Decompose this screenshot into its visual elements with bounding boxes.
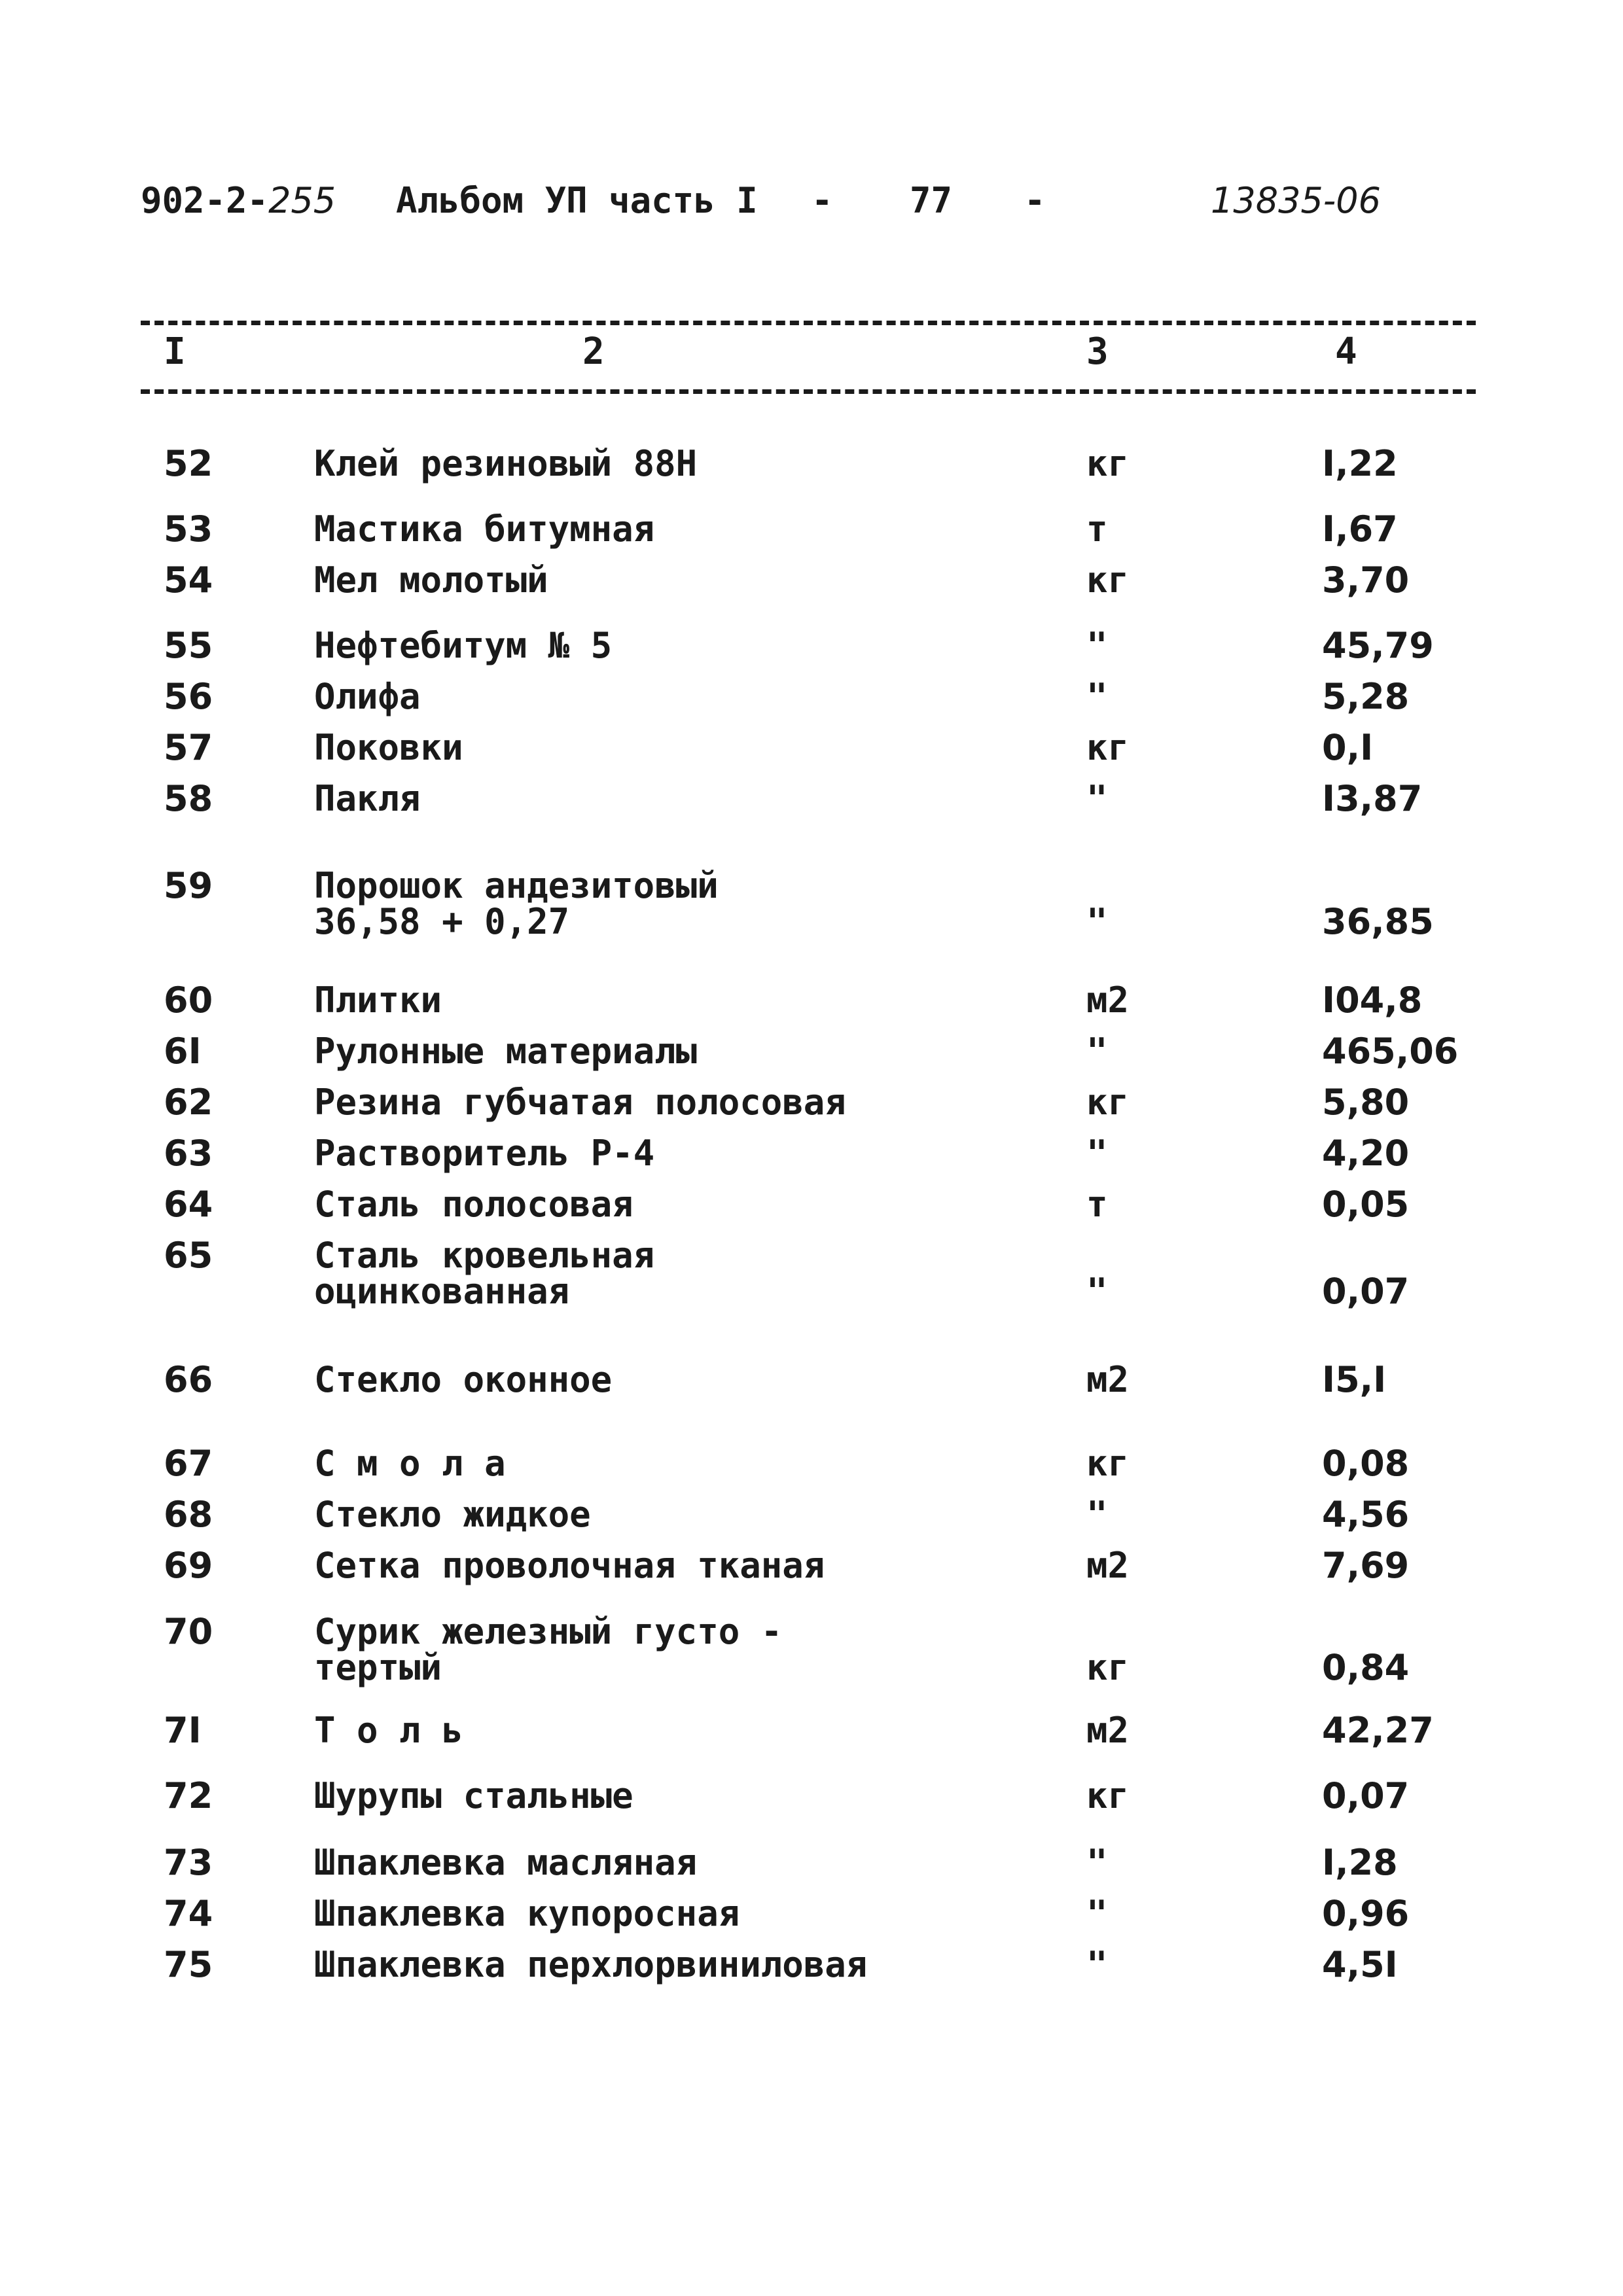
quantity: 42,27 <box>1322 1710 1434 1751</box>
quantity: 0,I <box>1322 727 1374 768</box>
quantity: 36,85 <box>1322 901 1434 942</box>
material-name: Т о л ь <box>314 1710 463 1751</box>
unit: " <box>1086 1133 1108 1174</box>
page-number: 77 <box>910 180 953 221</box>
material-name-continued: тертый <box>314 1647 442 1688</box>
quantity: I,22 <box>1322 443 1398 484</box>
unit: м2 <box>1086 1359 1130 1400</box>
row-number: 56 <box>164 676 213 717</box>
unit: кг <box>1086 443 1130 484</box>
unit: кг <box>1086 1082 1130 1123</box>
row-number: 7I <box>164 1710 202 1751</box>
material-name: Резина губчатая полосовая <box>314 1082 846 1123</box>
unit: " <box>1086 778 1108 819</box>
row-number: 67 <box>164 1443 213 1484</box>
unit: " <box>1086 1271 1108 1312</box>
unit: " <box>1086 1944 1108 1985</box>
unit: кг <box>1086 559 1130 601</box>
quantity: 0,08 <box>1322 1443 1410 1484</box>
material-name: Шпаклевка перхлорвиниловая <box>314 1944 868 1985</box>
row-number: 62 <box>164 1082 213 1123</box>
row-number: 68 <box>164 1494 213 1535</box>
row-number: 58 <box>164 778 213 819</box>
row-number: 53 <box>164 508 213 550</box>
material-name: Пакля <box>314 778 421 819</box>
unit: м2 <box>1086 980 1130 1021</box>
quantity: 465,06 <box>1322 1031 1459 1072</box>
material-name: Олифа <box>314 676 421 717</box>
material-name: С м о л а <box>314 1443 506 1484</box>
unit: " <box>1086 1893 1108 1934</box>
header-dash-right: - <box>1024 180 1046 221</box>
quantity: I,67 <box>1322 508 1398 550</box>
unit: " <box>1086 1494 1108 1535</box>
quantity: 4,20 <box>1322 1133 1410 1174</box>
quantity: 3,70 <box>1322 559 1410 601</box>
quantity: 5,28 <box>1322 676 1410 717</box>
row-number: 55 <box>164 625 213 666</box>
material-name: Сурик железный густо - <box>314 1611 783 1652</box>
unit: " <box>1086 625 1108 666</box>
unit: т <box>1086 1184 1108 1225</box>
quantity: 45,79 <box>1322 625 1434 666</box>
row-number: 60 <box>164 980 213 1021</box>
header-dash-left: - <box>812 180 833 221</box>
material-name: Порошок андезитовый <box>314 865 719 906</box>
handwritten-reference: 13835-06 <box>1211 180 1381 221</box>
column-header-3: 3 <box>1086 330 1109 373</box>
material-name: Шурупы стальные <box>314 1775 633 1816</box>
material-name: Мел молотый <box>314 559 548 601</box>
unit: т <box>1086 508 1108 550</box>
material-name: Сталь кровельная <box>314 1235 655 1276</box>
unit: " <box>1086 1031 1108 1072</box>
row-number: 66 <box>164 1359 213 1400</box>
material-name: Нефтебитум № 5 <box>314 625 613 666</box>
table-header-rule <box>141 389 1476 394</box>
row-number: 73 <box>164 1842 213 1883</box>
material-name: Мастика битумная <box>314 508 655 550</box>
quantity: 7,69 <box>1322 1545 1410 1586</box>
column-header-1: I <box>164 330 186 373</box>
row-number: 70 <box>164 1611 213 1652</box>
material-name: Плитки <box>314 980 442 1021</box>
quantity: 5,80 <box>1322 1082 1410 1123</box>
unit: кг <box>1086 1775 1130 1816</box>
doc-code: 902-2-255 <box>141 180 336 221</box>
unit: кг <box>1086 727 1130 768</box>
material-name: Шпаклевка масляная <box>314 1842 698 1883</box>
quantity: I3,87 <box>1322 778 1423 819</box>
material-name: Растворитель Р-4 <box>314 1133 655 1174</box>
quantity: I,28 <box>1322 1842 1398 1883</box>
doc-code-handwritten: 255 <box>268 180 336 221</box>
row-number: 57 <box>164 727 213 768</box>
material-name-continued: 36,58 + 0,27 <box>314 901 570 942</box>
unit: м2 <box>1086 1545 1130 1586</box>
quantity: 0,05 <box>1322 1184 1410 1225</box>
unit: " <box>1086 901 1108 942</box>
quantity: I04,8 <box>1322 980 1423 1021</box>
material-name: Шпаклевка купоросная <box>314 1893 740 1934</box>
material-name: Поковки <box>314 727 463 768</box>
row-number: 65 <box>164 1235 213 1276</box>
unit: " <box>1086 676 1108 717</box>
album-title: Альбом УП часть I <box>396 180 758 221</box>
unit: " <box>1086 1842 1108 1883</box>
material-name-continued: оцинкованная <box>314 1271 570 1312</box>
quantity: I5,I <box>1322 1359 1387 1400</box>
table-top-rule <box>141 321 1476 325</box>
row-number: 74 <box>164 1893 213 1934</box>
quantity: 4,5I <box>1322 1944 1398 1985</box>
row-number: 6I <box>164 1031 202 1072</box>
material-name: Клей резиновый 88Н <box>314 443 698 484</box>
material-name: Стекло оконное <box>314 1359 613 1400</box>
row-number: 63 <box>164 1133 213 1174</box>
row-number: 59 <box>164 865 213 906</box>
quantity: 0,96 <box>1322 1893 1410 1934</box>
row-number: 64 <box>164 1184 213 1225</box>
material-name: Рулонные материалы <box>314 1031 698 1072</box>
row-number: 52 <box>164 443 213 484</box>
unit: кг <box>1086 1443 1130 1484</box>
quantity: 4,56 <box>1322 1494 1410 1535</box>
material-name: Сетка проволочная тканая <box>314 1545 825 1586</box>
quantity: 0,07 <box>1322 1271 1410 1312</box>
quantity: 0,84 <box>1322 1647 1410 1688</box>
column-header-2: 2 <box>582 330 605 373</box>
material-name: Стекло жидкое <box>314 1494 591 1535</box>
column-header-4: 4 <box>1335 330 1357 373</box>
row-number: 54 <box>164 559 213 601</box>
row-number: 72 <box>164 1775 213 1816</box>
unit: м2 <box>1086 1710 1130 1751</box>
row-number: 69 <box>164 1545 213 1586</box>
material-name: Сталь полосовая <box>314 1184 633 1225</box>
unit: кг <box>1086 1647 1130 1688</box>
quantity: 0,07 <box>1322 1775 1410 1816</box>
row-number: 75 <box>164 1944 213 1985</box>
